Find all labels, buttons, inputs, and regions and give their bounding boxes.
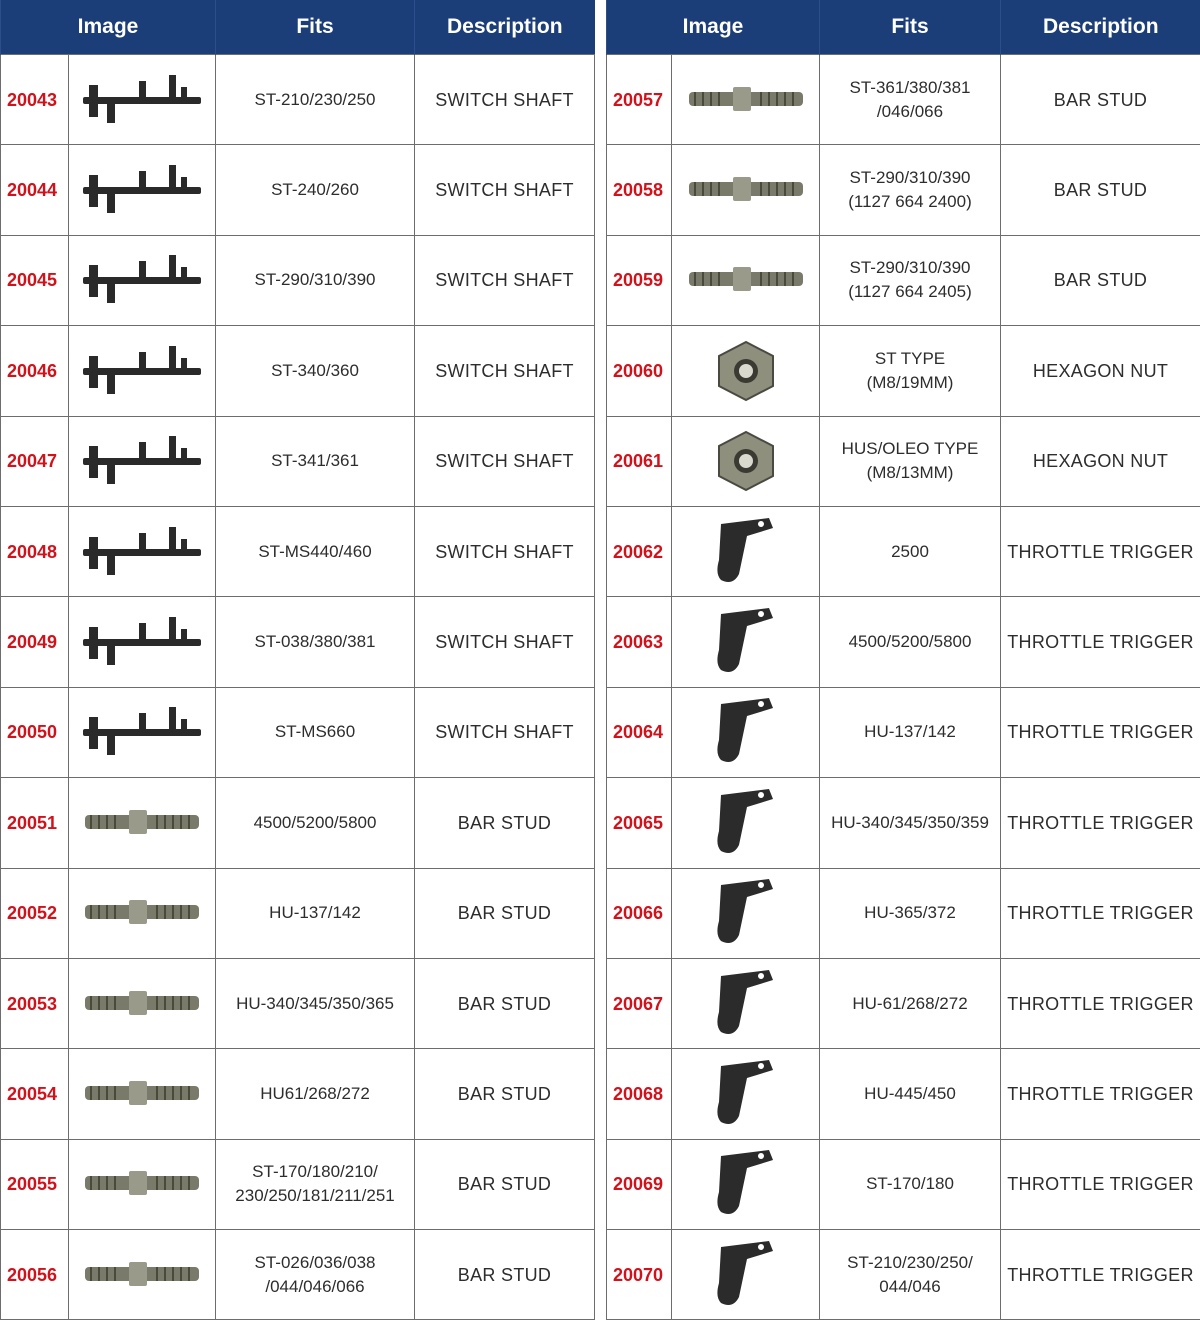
fits-line: ST-290/310/390 [849,168,971,188]
part-fits [820,55,1001,145]
part-description: BAR STUD [1001,235,1200,325]
throttle-trigger-icon [672,1056,819,1132]
hexagon-nut-icon [672,336,819,406]
bar-stud-icon [69,878,215,948]
table-row [1,1230,595,1320]
header-image: Image [607,0,820,55]
part-code: 20045 [1,235,69,325]
part-description: HEXAGON NUT [1001,416,1200,506]
table-row [1,778,595,868]
table-row [607,1230,1200,1320]
switch-shaft-icon [69,245,215,315]
fits-line: 230/250/181/211/251 [235,1186,395,1206]
part-fits [216,958,415,1048]
part-fits [820,1230,1001,1320]
fits-line: 4500/5200/5800 [848,632,972,652]
part-fits [820,145,1001,235]
table-row [1,687,595,777]
header-fits: Fits [216,0,415,55]
part-description: THROTTLE TRIGGER [1001,506,1200,596]
fits-line: HUS/OLEO TYPE [841,439,979,459]
part-image [69,868,216,958]
bar-stud-icon [69,1149,215,1219]
part-image [69,326,216,416]
fits-line: ST-290/310/390 [254,270,376,290]
table-row [1,1139,595,1229]
part-code: 20058 [607,145,672,235]
fits-line: 4500/5200/5800 [253,812,377,832]
part-fits [820,235,1001,325]
part-fits [216,145,415,235]
table-row [1,235,595,325]
part-description: THROTTLE TRIGGER [1001,1049,1200,1139]
bar-stud-icon [69,969,215,1039]
fits-line: ST-MS440/460 [258,541,372,561]
part-description: SWITCH SHAFT [415,687,595,777]
fits-line: (M8/19MM) [866,372,954,392]
part-description: SWITCH SHAFT [415,55,595,145]
part-description: SWITCH SHAFT [415,416,595,506]
part-fits [820,326,1001,416]
part-image [672,55,820,145]
fits-line: HU-445/450 [864,1083,956,1103]
header-image: Image [1,0,216,55]
part-code: 20061 [607,416,672,506]
part-fits [820,597,1001,687]
throttle-trigger-icon [672,514,819,590]
part-image [69,1139,216,1229]
fits-line: ST TYPE [874,348,946,368]
part-description: BAR STUD [1001,55,1200,145]
part-fits [216,55,415,145]
fits-line: ST-361/380/381 [849,77,971,97]
part-image [69,958,216,1048]
part-description: SWITCH SHAFT [415,235,595,325]
part-description: THROTTLE TRIGGER [1001,958,1200,1048]
part-fits [820,1049,1001,1139]
fits-line: ST-170/180 [866,1174,954,1194]
part-fits [216,597,415,687]
part-fits [216,506,415,596]
fits-line: HU61/268/272 [260,1083,370,1103]
fits-line: /044/046/066 [265,1276,365,1296]
fits-line: ST-240/260 [271,180,359,200]
part-image [69,506,216,596]
part-description: BAR STUD [415,958,595,1048]
header-description: Description [1001,0,1200,55]
switch-shaft-icon [69,155,215,225]
table-row [607,958,1200,1048]
right-parts-table [606,0,1200,1324]
throttle-trigger-icon [672,966,819,1042]
table-row [1,506,595,596]
part-description: SWITCH SHAFT [415,326,595,416]
part-description: THROTTLE TRIGGER [1001,1230,1200,1320]
switch-shaft-icon [69,65,215,135]
fits-line: /046/066 [876,101,944,121]
part-code: 20047 [1,416,69,506]
part-code: 20057 [607,55,672,145]
part-image [69,597,216,687]
throttle-trigger-icon [672,875,819,951]
table-row [1,958,595,1048]
part-code: 20054 [1,1049,69,1139]
table-row [1,597,595,687]
fits-line: HU-137/142 [864,722,956,742]
part-code: 20065 [607,778,672,868]
fits-line: HU-61/268/272 [852,993,968,1013]
part-image [69,145,216,235]
fits-line: ST-026/036/038 [254,1252,376,1272]
table-row [607,597,1200,687]
part-fits [820,958,1001,1048]
part-description: HEXAGON NUT [1001,326,1200,416]
part-fits [216,778,415,868]
part-code: 20062 [607,506,672,596]
part-fits [216,868,415,958]
part-fits [216,416,415,506]
part-description: BAR STUD [415,778,595,868]
part-code: 20060 [607,326,672,416]
part-fits [216,687,415,777]
fits-line: (1127 664 2400) [848,192,972,212]
part-image [672,145,820,235]
part-fits [820,416,1001,506]
header-fits: Fits [820,0,1001,55]
part-image [69,1049,216,1139]
throttle-trigger-icon [672,604,819,680]
bar-stud-icon [69,1059,215,1129]
part-image [69,235,216,325]
part-code: 20043 [1,55,69,145]
table-row [607,506,1200,596]
fits-line: ST-290/310/390 [849,258,971,278]
table-row [607,145,1200,235]
throttle-trigger-icon [672,785,819,861]
part-description: BAR STUD [415,1139,595,1229]
table-row [607,416,1200,506]
part-code: 20050 [1,687,69,777]
part-code: 20059 [607,235,672,325]
fits-line: ST-038/380/381 [254,632,376,652]
part-image [672,326,820,416]
fits-line: HU-340/345/350/359 [831,812,989,832]
switch-shaft-icon [69,697,215,767]
table-row [607,687,1200,777]
part-fits [216,326,415,416]
fits-line: ST-210/230/250 [254,89,376,109]
part-fits [216,1230,415,1320]
fits-line: HU-340/345/350/365 [236,993,394,1013]
table-row [1,1049,595,1139]
fits-line: (1127 664 2405) [848,282,972,302]
part-image [672,868,820,958]
fits-line: ST-MS660 [274,722,356,742]
bar-stud-icon [69,788,215,858]
part-code: 20055 [1,1139,69,1229]
part-fits [820,506,1001,596]
part-description: SWITCH SHAFT [415,597,595,687]
part-code: 20068 [607,1049,672,1139]
part-image [672,416,820,506]
table-row [607,55,1200,145]
fits-line: HU-365/372 [864,903,956,923]
left-parts-table [0,0,594,1324]
switch-shaft-icon [69,517,215,587]
part-image [672,506,820,596]
part-code: 20070 [607,1230,672,1320]
part-fits [820,687,1001,777]
part-fits [216,1139,415,1229]
part-code: 20046 [1,326,69,416]
bar-stud-icon [69,1240,215,1310]
switch-shaft-icon [69,607,215,677]
part-code: 20056 [1,1230,69,1320]
table-row [1,145,595,235]
part-description: THROTTLE TRIGGER [1001,868,1200,958]
table-row [607,1139,1200,1229]
part-code: 20051 [1,778,69,868]
fits-line: ST-170/180/210/ [252,1162,378,1182]
part-description: BAR STUD [415,1230,595,1320]
part-image [672,1230,820,1320]
part-fits [820,868,1001,958]
throttle-trigger-icon [672,1237,819,1313]
table-row [1,326,595,416]
part-fits [820,778,1001,868]
part-description: THROTTLE TRIGGER [1001,597,1200,687]
table-row [607,778,1200,868]
throttle-trigger-icon [672,1146,819,1222]
table-row [607,326,1200,416]
part-description: THROTTLE TRIGGER [1001,687,1200,777]
header-description: Description [415,0,595,55]
part-image [672,1139,820,1229]
table-header-row [607,0,1200,55]
table-row [1,55,595,145]
fits-line: ST-341/361 [271,451,359,471]
part-image [672,597,820,687]
part-code: 20064 [607,687,672,777]
part-image [672,778,820,868]
table-row [607,235,1200,325]
switch-shaft-icon [69,336,215,406]
part-description: THROTTLE TRIGGER [1001,778,1200,868]
part-code: 20052 [1,868,69,958]
part-code: 20044 [1,145,69,235]
part-image [69,416,216,506]
part-image [672,687,820,777]
part-description: THROTTLE TRIGGER [1001,1139,1200,1229]
part-code: 20066 [607,868,672,958]
bar-stud-icon [672,155,819,225]
part-code: 20069 [607,1139,672,1229]
fits-line: ST-340/360 [271,360,359,380]
part-fits [216,1049,415,1139]
hexagon-nut-icon [672,426,819,496]
part-code: 20063 [607,597,672,687]
fits-line: (M8/13MM) [866,463,954,483]
table-row [1,416,595,506]
part-code: 20048 [1,506,69,596]
part-description: SWITCH SHAFT [415,506,595,596]
table-row [1,868,595,958]
fits-line: ST-210/230/250/ [847,1252,973,1272]
part-code: 20067 [607,958,672,1048]
part-fits [820,1139,1001,1229]
part-code: 20049 [1,597,69,687]
fits-line: HU-137/142 [269,903,361,923]
part-image [69,1230,216,1320]
part-image [69,778,216,868]
bar-stud-icon [672,65,819,135]
part-description: BAR STUD [415,1049,595,1139]
bar-stud-icon [672,245,819,315]
part-description: BAR STUD [415,868,595,958]
part-image [69,55,216,145]
part-description: SWITCH SHAFT [415,145,595,235]
throttle-trigger-icon [672,694,819,770]
part-fits [216,235,415,325]
table-row [607,1049,1200,1139]
part-image [672,1049,820,1139]
part-image [672,235,820,325]
fits-line: 2500 [891,541,929,561]
table-row [607,868,1200,958]
part-description: BAR STUD [1001,145,1200,235]
part-image [672,958,820,1048]
fits-line: 044/046 [879,1276,941,1296]
table-header-row [1,0,595,55]
part-image [69,687,216,777]
switch-shaft-icon [69,426,215,496]
part-code: 20053 [1,958,69,1048]
